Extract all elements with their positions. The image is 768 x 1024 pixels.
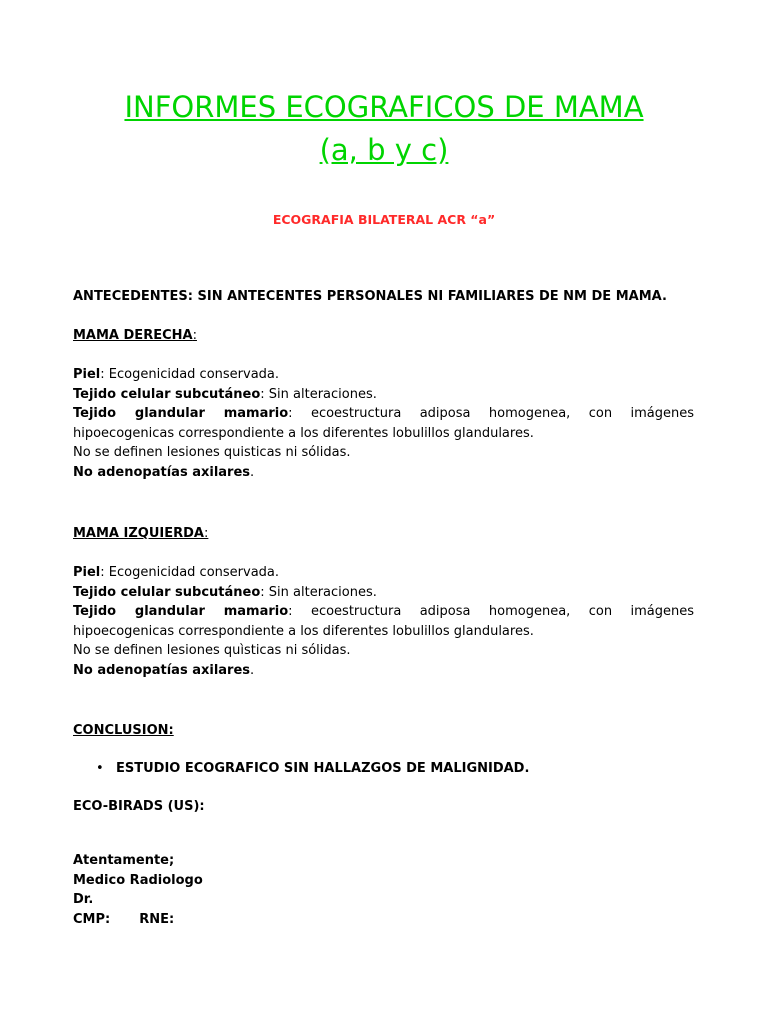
adenopatias-text: No adenopatías axilares [73,464,251,480]
adenopatias-period: . [250,464,255,480]
lesiones-text: No se definen lesiones quìsticas ni sólidas. [73,643,351,658]
mama-derecha-heading-colon: : [192,328,197,343]
tejido-glandular-continuation: hipoecogenicas correspondiente a los diferentes lobulillos glandulares. [73,425,534,441]
signature-block [73,851,694,929]
tejido-glandular-label: Tejido glandular mamario [73,604,289,619]
document-title-subline: (a, b y c) [319,133,449,167]
signature-doctor: Dr. [73,892,94,907]
signature-closing: Atentamente; [73,853,175,868]
antecedentes-section [73,287,694,307]
piel-value: : Ecogenicidad conservada. [100,367,280,382]
conclusion-section [73,721,694,741]
cmp-label: CMP: [73,911,111,927]
mama-izquierda-section [73,524,694,680]
mama-izquierda-heading-colon: : [203,526,209,541]
eco-birads-label: ECO-BIRADS (US): [73,799,205,814]
document-title: INFORMES ECOGRAFICOS DE MAMA [124,90,644,124]
lesiones-text: No se definen lesiones quisticas ni sólidas. [73,445,351,460]
tejido-glandular-value: : ecoestructura adiposa homogenea, con imágenes [288,406,694,421]
mama-derecha-section [73,326,694,482]
tejido-glandular-continuation: hipoecogenicas correspondiente a los diferentes lobulillos glandulares. [73,623,534,639]
tejido-celular-value: : Sin alteraciones. [260,386,377,402]
eco-birads-section [73,797,694,817]
antecedentes-text: ANTECEDENTES: SIN ANTECENTES PERSONALES NI FAMILIARES DE NM DE MAMA. [73,289,667,304]
conclusion-item-text: ESTUDIO ECOGRAFICO SIN HALLAZGOS DE MALIGNIDAD. [116,761,530,776]
bullet-icon: • [96,761,104,776]
conclusion-list-item [96,759,529,779]
tejido-glandular-line [73,404,694,424]
tejido-glandular-line [73,602,694,622]
signature-title: Medico Radiologo [73,872,203,888]
piel-label: Piel [73,367,101,382]
tejido-celular-label: Tejido celular subcutáneo [73,386,261,402]
tejido-celular-value: : Sin alteraciones. [260,584,377,600]
exam-subtitle: ECOGRAFIA BILATERAL ACR “a” [272,212,496,227]
adenopatias-text: No adenopatías axilares [73,662,251,678]
conclusion-heading: CONCLUSION: [73,723,174,738]
mama-izquierda-heading: MAMA IZQUIERDA [73,526,204,541]
rne-label: RNE: [139,911,175,927]
piel-value: : Ecogenicidad conservada. [100,565,280,580]
piel-label: Piel [73,565,101,580]
mama-derecha-heading: MAMA DERECHA [73,328,193,343]
tejido-glandular-label: Tejido glandular mamario [73,406,289,421]
tejido-glandular-value: : ecoestructura adiposa homogenea, con imágenes [288,604,694,619]
tejido-celular-label: Tejido celular subcutáneo [73,584,261,600]
adenopatias-period: . [250,662,255,678]
